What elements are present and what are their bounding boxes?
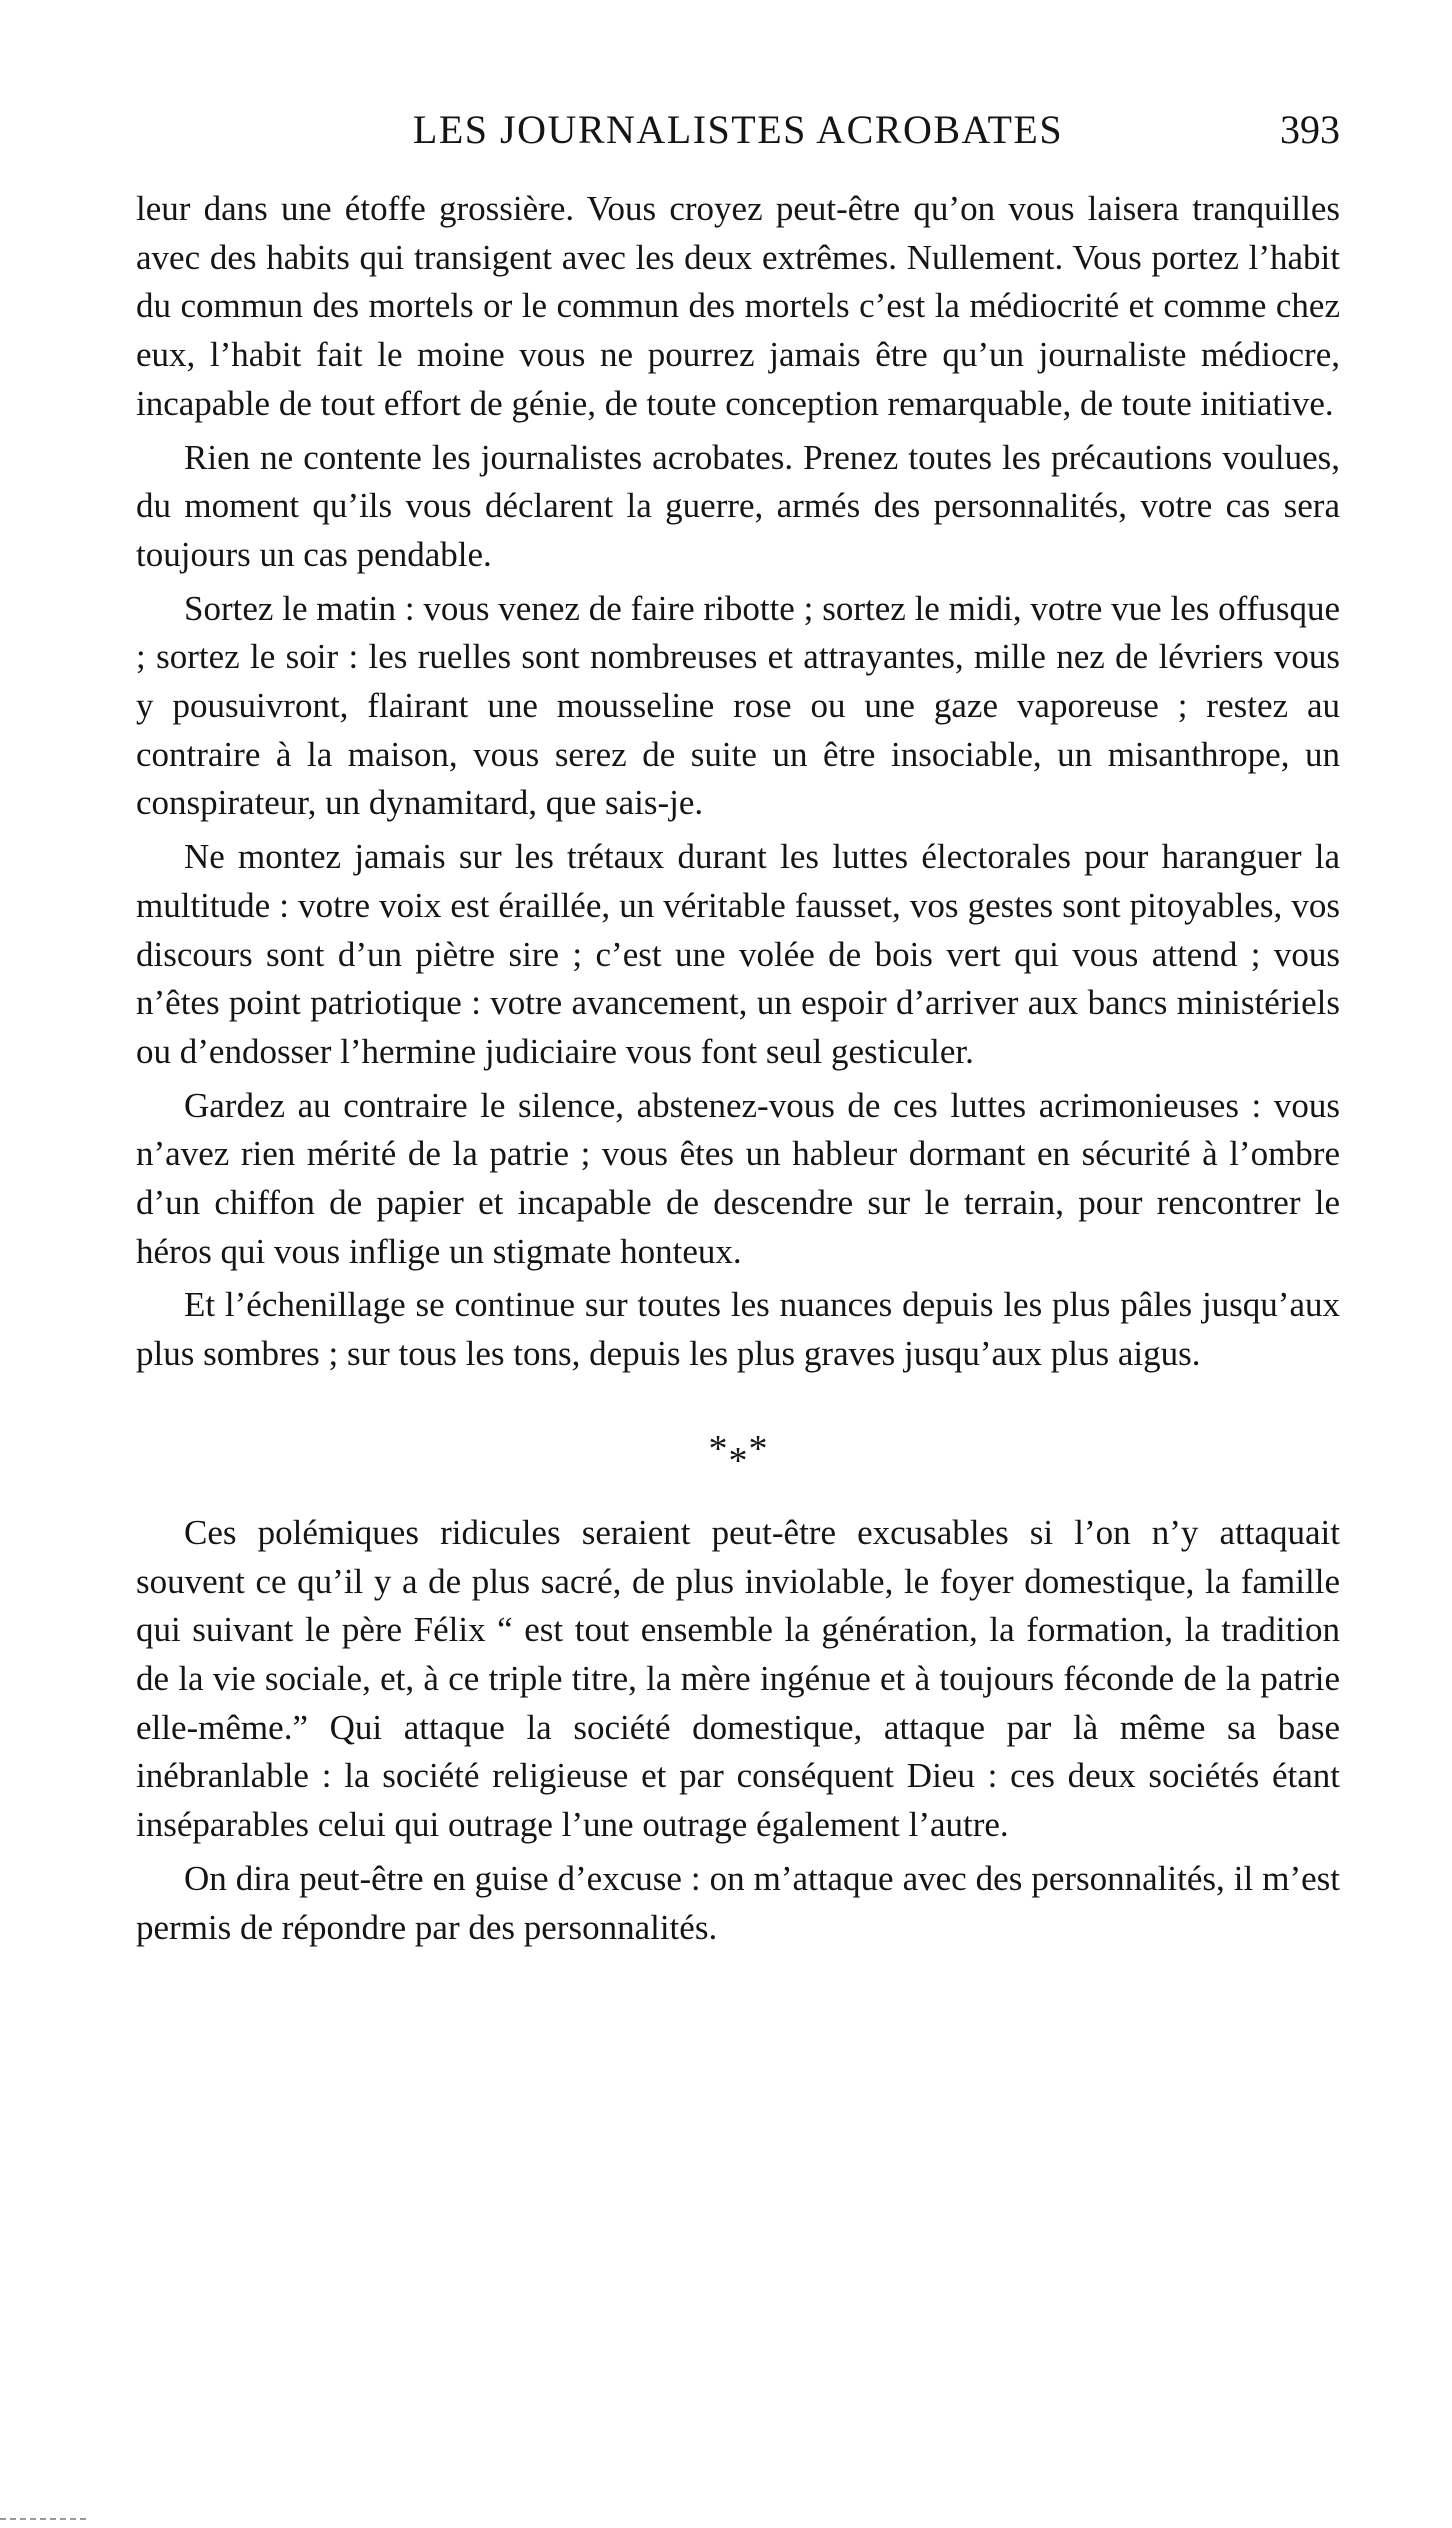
footer-rule [0, 2518, 86, 2520]
paragraph: Gardez au contraire le silence, abstenez-vous de ces luttes acrimonieuses : vous n’avez rien mérité de la patrie ; vous êtes un hableur dormant en sécurité à l’ombre d’un chiffon de papier et incapable de descendre sur le terrain, pour rencontrer le héros qui vous inflige un stigmate honteux. [136, 1085, 1340, 1271]
paragraph: Et l’échenillage se continue sur toutes les nuances depuis les plus pâles jusqu’aux plus sombres ; sur tous les tons, depuis les plus graves jusqu’aux plus aigus. [136, 1285, 1340, 1374]
asterism-star: * [708, 1427, 728, 1470]
paragraph: Sortez le matin : vous venez de faire ribotte ; sortez le midi, votre vue les offusque ; sortez le soir : les ruelles sont nombreuses et attrayantes, mille nez de lévriers vous y pousuivront, flairant une mousseline rose ou une gaze vaporeuse ; restez au contraire à la maison, vous serez de suite un être insociable, un misanthrope, un conspirateur, un dynamitard, que sais-je. [136, 588, 1340, 823]
paragraph: On dira peut-être en guise d’excuse : on m’attaque avec des personnalités, il m’est permis de répondre par des personnalités. [136, 1858, 1340, 1947]
running-header [136, 100, 1340, 160]
paragraph-continued: leur dans une étoffe grossière. Vous croyez peut-être qu’on vous laisera tranquilles avec des habits qui transigent avec les deux extrêmes. Nullement. Vous portez l’habit du commun des mortels or le commun des mortels c’est la médiocrité et comme chez eux, l’habit fait le moine vous ne pourrez jamais être qu’un journaliste médiocre, incapable de tout effort de génie, de toute conception remarquable, de toute initiative. [136, 189, 1340, 423]
paragraph: Ces polémiques ridicules seraient peut-être excusables si l’on n’y attaquait souvent ce qu’il y a de plus sacré, de plus inviolable, le foyer domestique, la famille qui suivant le père Félix “ est tout ensemble la génération, la formation, la tradition de la vie sociale, et, à ce triple titre, la mère ingénue et à toujours féconde de la patrie elle-même.” Qui attaque la société domestique, attaque par là même sa base inébranlable : la société religieuse et par conséquent Dieu : ces deux sociétés étant inséparables celui qui outrage l’une outrage également l’autre. [136, 1512, 1340, 1845]
paragraph: Ne montez jamais sur les trétaux durant les luttes électorales pour haranguer la multitude : votre voix est éraillée, un véritable fausset, vos gestes sont pitoyables, vos discours sont d’un piètre sire ; c’est une volée de bois vert qui vous attend ; vous n’êtes point patriotique : votre avancement, un espoir d’arriver aux bancs ministériels ou d’endosser l’hermine judiciaire vous font seul gesticuler. [136, 837, 1340, 1071]
page-number: 393 [1280, 107, 1340, 152]
asterism-star: * [748, 1427, 768, 1470]
section-break-asterism [136, 1427, 1340, 1482]
body-text [136, 185, 1340, 1952]
asterism-star: * [728, 1439, 748, 1482]
paragraph: Rien ne contente les journalistes acrobates. Prenez toutes les précautions voulues, du moment qu’ils vous déclarent la guerre, armés des personnalités, votre cas sera toujours un cas pendable. [136, 437, 1340, 574]
running-title: LES JOURNALISTES ACROBATES [412, 107, 1064, 152]
